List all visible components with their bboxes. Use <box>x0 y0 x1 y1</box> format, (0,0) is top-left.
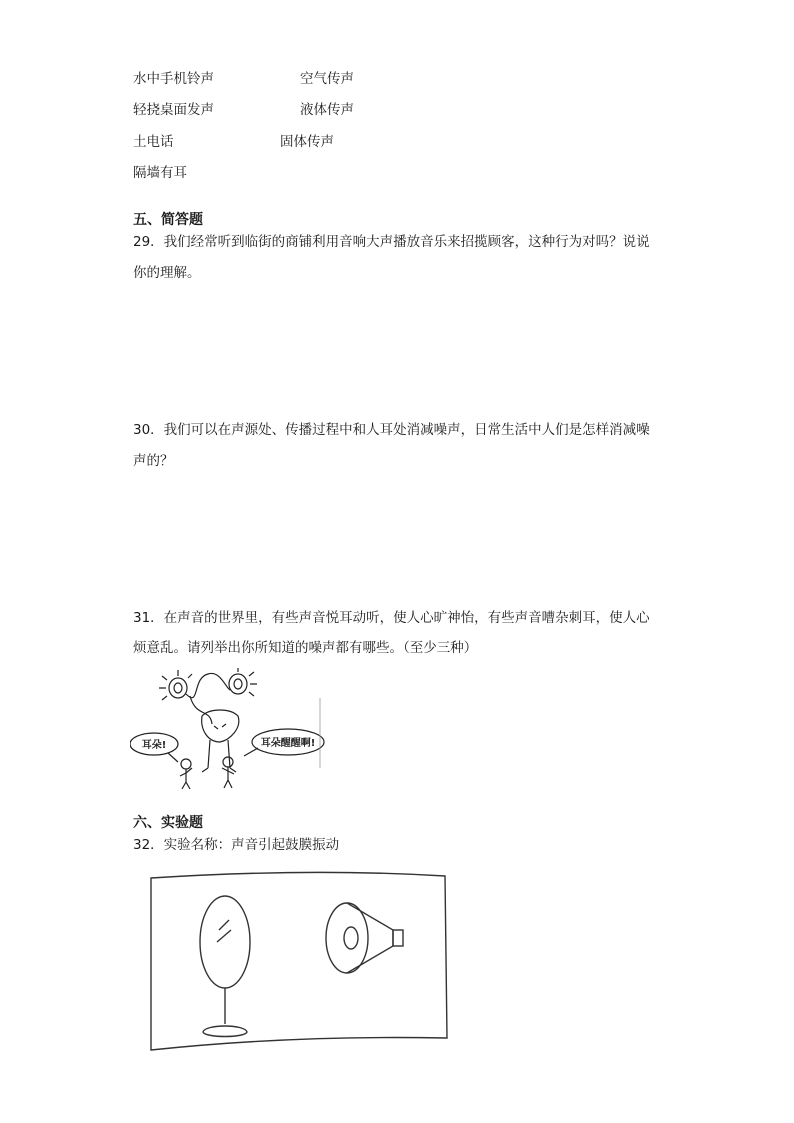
match-left-1: 水中手机铃声 <box>133 71 214 87</box>
experiment-illustration <box>145 868 451 1054</box>
mirror-icon <box>200 896 250 988</box>
question-29-line1: 29．我们经常听到临街的商铺利用音响大声播放音乐来招揽顾客，这种行为对吗？说说 <box>133 234 650 250</box>
section-title-experiment: 六、实验题 <box>133 815 203 831</box>
question-31-line1: 31．在声音的世界里，有些声音悦耳动听，使人心旷神怡，有些声音嘈杂刺耳，使人心 <box>133 610 650 626</box>
question-30-line1: 30．我们可以在声源处、传播过程中和人耳处消减噪声，日常生活中人们是怎样消减噪 <box>133 422 650 438</box>
match-right-1: 空气传声 <box>300 71 354 87</box>
match-left-4: 隔墙有耳 <box>133 165 187 181</box>
cartoon-bubble-left-text: 耳朵! <box>141 740 167 751</box>
match-right-2: 液体传声 <box>300 102 354 118</box>
question-31-line2: 烦意乱。请列举出你所知道的噪声都有哪些。（至少三种） <box>133 640 478 656</box>
cartoon-bubble-right-text: 耳朵醒醒啊! <box>260 738 316 749</box>
speaker-icon <box>326 903 368 973</box>
question-29-line2: 你的理解。 <box>133 265 201 281</box>
question-30-line2: 声的？ <box>133 453 174 469</box>
noise-cartoon-illustration <box>130 668 325 790</box>
section-title-short-answer: 五、简答题 <box>133 212 203 228</box>
match-left-2: 轻挠桌面发声 <box>133 102 214 118</box>
question-32: 32．实验名称：声音引起鼓膜振动 <box>133 837 340 853</box>
match-left-3: 土电话 <box>133 134 174 150</box>
match-right-3: 固体传声 <box>280 134 334 150</box>
